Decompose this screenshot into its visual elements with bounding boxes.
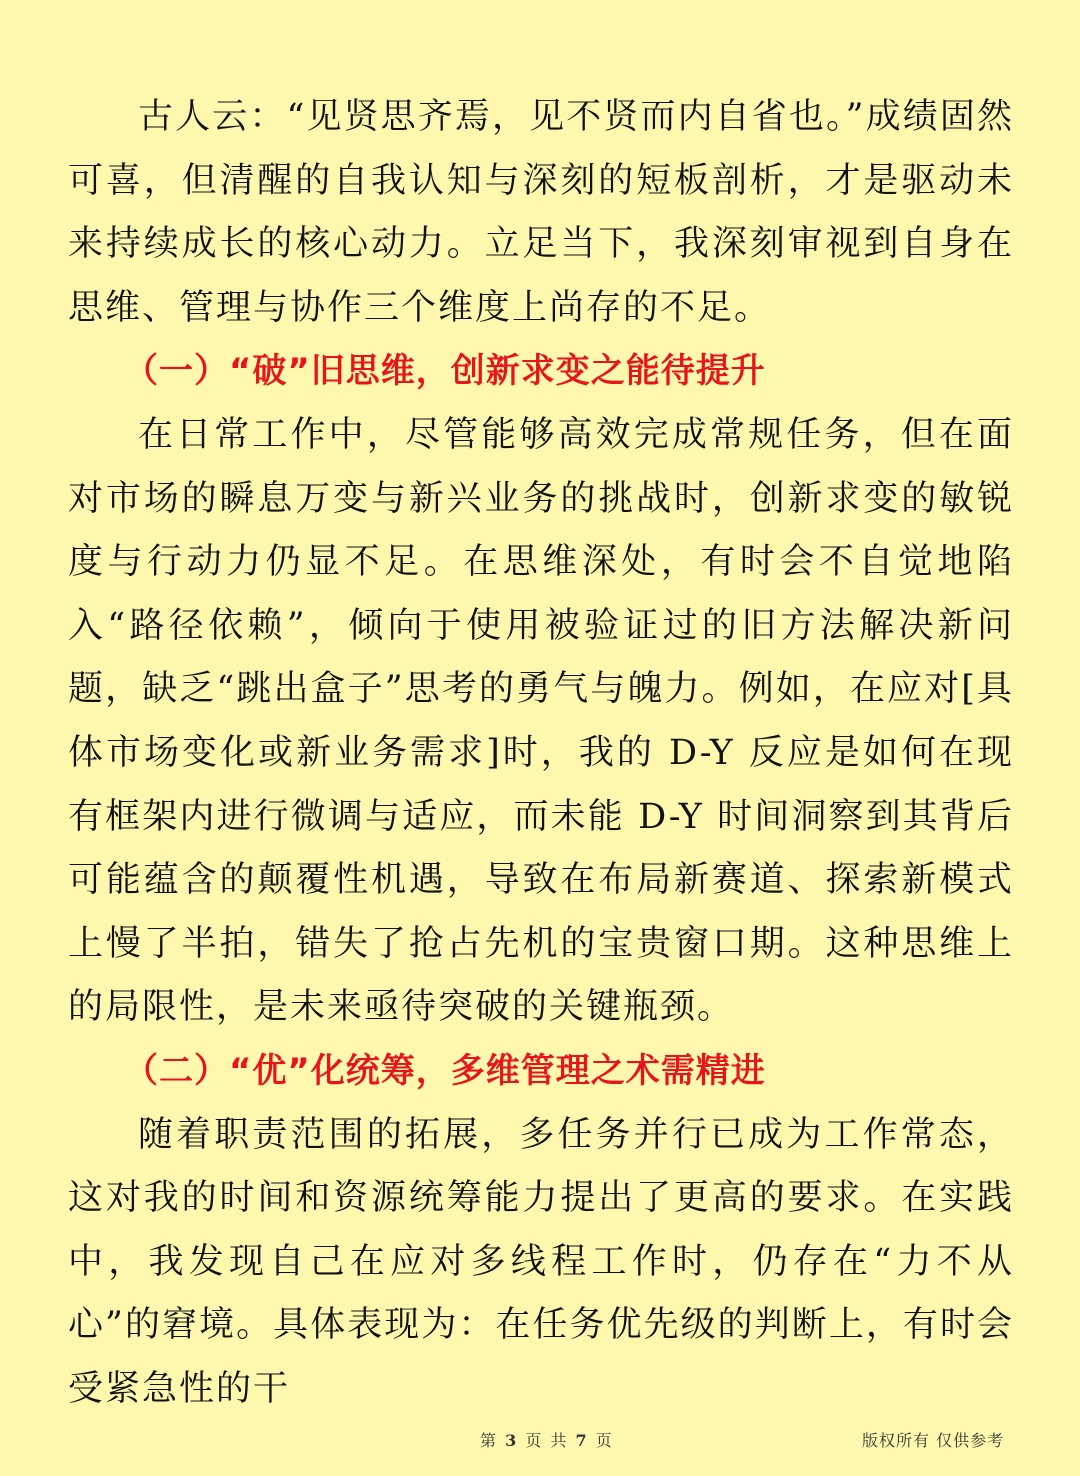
- page-number: [480, 1428, 614, 1451]
- page-total: 7: [575, 1431, 589, 1450]
- paragraph-innovation: 在日常工作中，尽管能够高效完成常规任务，但在面对市场的瞬息万变与新兴业务的挑战时，创新求变的敏锐度与行动力仍显不足。在思维深处，有时会不自觉地陷入“路径依赖”，倾向于使用被验证过的旧方法解决新问题，缺乏“跳出盒子”思考的勇气与魄力。例如，在应对[具体市场变化或新业务需求]时，我的 D-Y 反应是如何在现有框架内进行微调与适应，而未能 D-Y 时间洞察到其背后可能蕴含的颠覆性机遇，导致在布局新赛道、探索新模式上慢了半拍，错失了抢占先机的宝贵窗口期。这种思维上的局限性，是未来亟待突破的关键瓶颈。: [68, 414, 1014, 1028]
- section-heading-2: （二）“优”化统筹，多维管理之术需精进: [124, 1050, 766, 1091]
- page-current: 3: [505, 1431, 519, 1450]
- paragraph-management: 随着职责范围的拓展，多任务并行已成为工作常态，这对我的时间和资源统筹能力提出了更高的要求。在实践中，我发现自己在应对多线程工作时，仍存在“力不从心”的窘境。具体表现为：在任务优先级的判断上，有时会受紧急性的干: [68, 1114, 1014, 1409]
- paragraph-intro: 古人云：“见贤思齐焉，见不贤而内自省也。”成绩固然可喜，但清醒的自我认知与深刻的短板剖析，才是驱动未来持续成长的核心动力。立足当下，我深刻审视到自身在思维、管理与协作三个维度上尚存的不足。: [68, 97, 1014, 328]
- page-suffix: 页: [595, 1431, 614, 1450]
- page-prefix: 第: [480, 1431, 499, 1450]
- document-body: [68, 86, 1014, 1421]
- section-heading-1: （一）“破”旧思维，创新求变之能待提升: [124, 351, 766, 392]
- copyright-notice: 版权所有 仅供参考: [862, 1431, 1005, 1450]
- page-middle: 页 共: [525, 1431, 569, 1450]
